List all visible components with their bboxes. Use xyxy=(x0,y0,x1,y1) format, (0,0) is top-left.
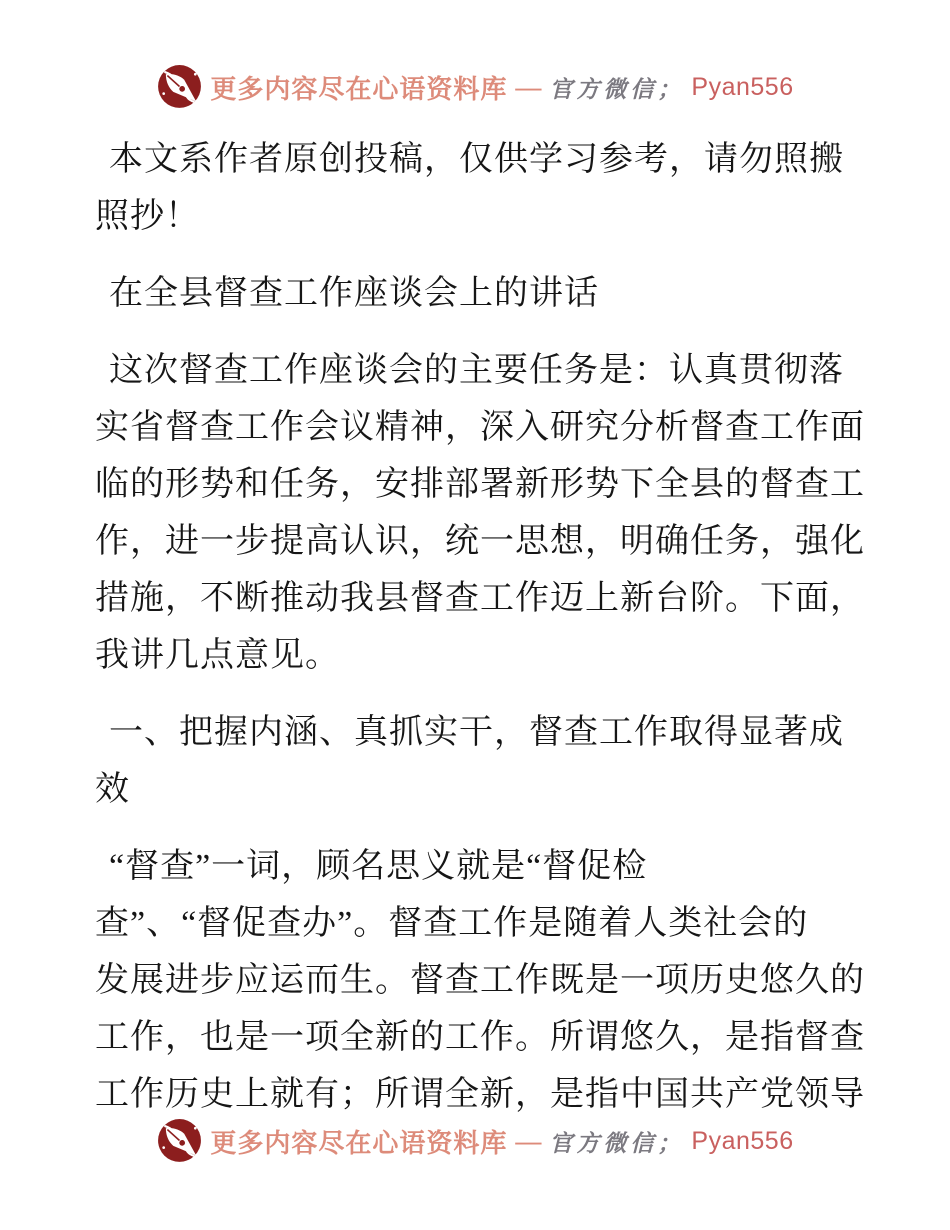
document-body xyxy=(95,131,895,1143)
text-line: 发展进步应运而生。督查工作既是一项历史悠久的 xyxy=(95,962,865,999)
text-line: 查”、“督促查办”。督查工作是随着人类社会的 xyxy=(95,905,809,942)
text-line: 本文系作者原创投稿，仅供学习参考，请勿照搬 xyxy=(109,141,844,178)
text-line: 实省督查工作会议精神，深入研究分析督查工作面 xyxy=(95,409,865,446)
banner-dash: — xyxy=(515,72,542,102)
text-line: 照抄！ xyxy=(95,198,200,235)
paragraph-intro xyxy=(95,342,895,684)
banner-brand-text: 更多内容尽在心语资料库 xyxy=(210,1129,508,1158)
text-line: 这次督查工作座谈会的主要任务是：认真贯彻落 xyxy=(109,352,844,389)
footer-banner xyxy=(0,1116,950,1167)
paragraph-heading-1 xyxy=(95,704,895,818)
banner-wechat-label: 官方微信； xyxy=(549,77,685,102)
banner-wechat-id: Pyan556 xyxy=(691,73,794,101)
text-line: 措施，不断推动我县督查工作迈上新台阶。下面， xyxy=(95,580,865,617)
text-line: 工作，也是一项全新的工作。所谓悠久，是指督查 xyxy=(95,1019,865,1056)
text-line: 临的形势和任务，安排部署新形势下全县的督查工 xyxy=(95,466,865,503)
pen-nib-logo-icon xyxy=(156,1116,203,1167)
paragraph-notice xyxy=(95,131,895,245)
banner-wechat-label: 官方微信； xyxy=(549,1131,685,1156)
text-line: 我讲几点意见。 xyxy=(95,637,340,674)
header-banner xyxy=(0,62,950,113)
text-line: “督查”一词，顾名思义就是“督促检 xyxy=(109,848,648,885)
text-line: 在全县督查工作座谈会上的讲话 xyxy=(109,275,599,312)
text-line: 一、把握内涵、真抓实干，督查工作取得显著成 xyxy=(109,714,844,751)
text-line: 效 xyxy=(95,771,130,808)
banner-dash: — xyxy=(515,1126,542,1156)
text-line: 作，进一步提高认识，统一思想，明确任务，强化 xyxy=(95,523,865,560)
text-line: 工作历史上就有；所谓全新，是指中国共产党领导 xyxy=(95,1076,865,1113)
paragraph-body-1 xyxy=(95,838,895,1123)
pen-nib-logo-icon xyxy=(156,62,203,113)
banner-wechat-id: Pyan556 xyxy=(691,1127,794,1155)
banner-brand-text: 更多内容尽在心语资料库 xyxy=(210,75,508,104)
paragraph-title xyxy=(95,265,895,322)
